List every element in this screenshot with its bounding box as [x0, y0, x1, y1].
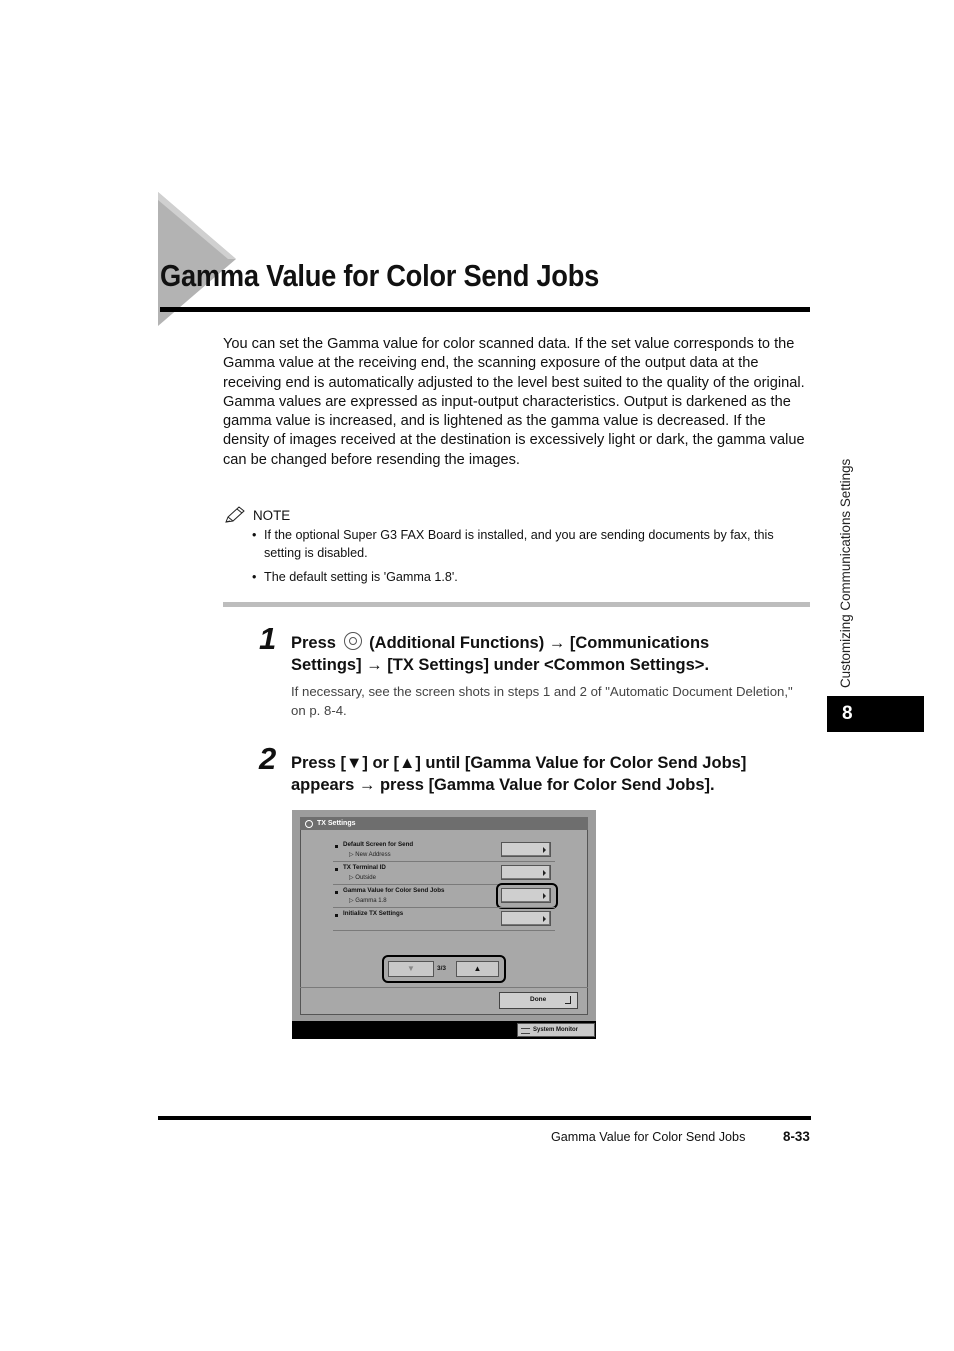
screen-footer-divider	[300, 987, 588, 988]
chapter-side-title: Customizing Communications Settings	[838, 458, 853, 688]
intro-paragraph: You can set the Gamma value for color scanned data. If the set value corresponds to the Gamma value at the receiving end, the scanning exposure of the output data at the receiving end is automatically adjusted to the level best suited to the quality of the original. Gamma values are expressed as input-output characteristics. Output is darkened as the gamma value is increased, and is lightened as the gamma value is decreased. If the density of images received at the destination is excessively light or dark, the gamma value can be changed before resending the images.	[223, 336, 805, 468]
screen-title-icon	[305, 820, 313, 828]
footer-rule	[158, 1116, 811, 1120]
item-value-tx-terminal-id: ▷ Outside	[349, 875, 376, 881]
chapter-tab	[827, 696, 924, 732]
title-rule	[160, 307, 810, 312]
step-number-2: 2	[259, 741, 277, 776]
step-2-instruction	[291, 752, 811, 796]
step-1-press-text: Press	[291, 634, 336, 652]
note-item: • If the optional Super G3 FAX Board is installed, and you are sending documents by fax, this setting is disabled.	[252, 527, 812, 562]
done-label: Done	[530, 996, 547, 1003]
item-value-gamma-value: ▷ Gamma 1.8	[349, 898, 387, 904]
initialize-tx-button[interactable]	[501, 911, 551, 926]
step-number-1: 1	[259, 621, 277, 656]
enter-icon	[565, 996, 571, 1004]
system-monitor-label: System Monitor	[533, 1027, 579, 1033]
item-bullet	[335, 845, 338, 848]
step-1-instruction	[291, 632, 811, 676]
step-1-line1-rest: (Additional Functions) → [Communications	[369, 634, 710, 652]
item-divider	[333, 930, 555, 931]
gamma-button-highlight	[496, 883, 558, 909]
note-label: NOTE	[253, 508, 291, 523]
done-button[interactable]	[499, 992, 578, 1009]
page-indicator: 3/3	[437, 965, 447, 972]
item-divider	[333, 907, 555, 908]
item-bullet	[335, 914, 338, 917]
step-2-line1: Press [▼] or [▲] until [Gamma Value for Color Send Jobs]	[291, 754, 747, 772]
screen-titlebar	[300, 817, 588, 830]
footer-section-title: Gamma Value for Color Send Jobs	[551, 1130, 746, 1144]
step-1-line2: Settings] → [TX Settings] under <Common Settings>.	[291, 656, 710, 674]
note-item: • The default setting is 'Gamma 1.8'.	[252, 569, 812, 587]
screen-title: TX Settings	[317, 820, 356, 827]
section-divider	[223, 602, 810, 607]
item-label-tx-terminal-id: TX Terminal ID	[343, 864, 386, 871]
scroll-down-button[interactable]: ▼	[388, 961, 434, 977]
system-monitor-button[interactable]	[517, 1023, 595, 1037]
scroll-up-button[interactable]: ▲	[456, 961, 499, 977]
item-label-default-screen: Default Screen for Send	[343, 841, 414, 848]
page-number: 8-33	[783, 1129, 810, 1144]
additional-functions-icon	[344, 632, 362, 650]
item-label-gamma-value: Gamma Value for Color Send Jobs	[343, 887, 445, 894]
chapter-number: 8	[842, 703, 853, 724]
step-1-note: If necessary, see the screen shots in steps 1 and 2 of "Automatic Document Deletion," on p. 8-4.	[291, 684, 793, 718]
step-2-line2: appears → press [Gamma Value for Color Send Jobs].	[291, 776, 715, 794]
page-title: Gamma Value for Color Send Jobs	[160, 258, 600, 293]
item-bullet	[335, 891, 338, 894]
item-bullet	[335, 868, 338, 871]
item-divider	[333, 861, 555, 862]
item-label-initialize-tx: Initialize TX Settings	[343, 910, 404, 917]
monitor-icon	[521, 1028, 530, 1034]
tx-terminal-id-button[interactable]	[501, 865, 551, 880]
item-value-default-screen: ▷ New Address	[349, 852, 391, 858]
pencil-note-icon	[224, 506, 246, 524]
note-list	[252, 527, 812, 594]
default-screen-button[interactable]	[501, 842, 551, 857]
